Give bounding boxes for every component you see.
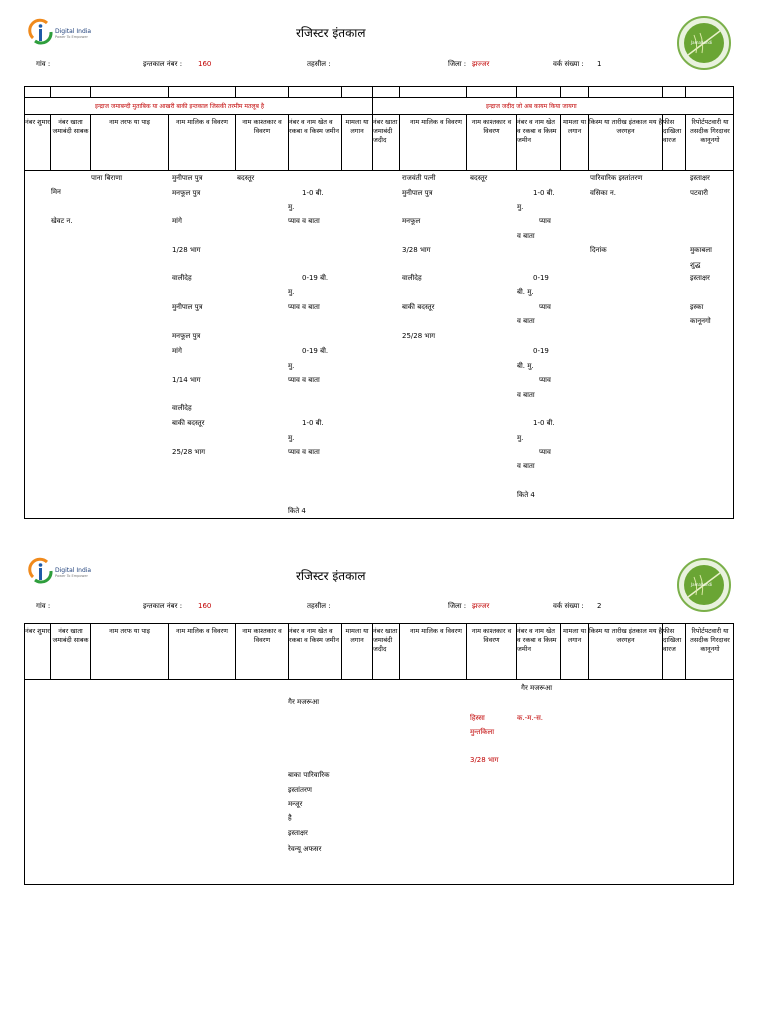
revenue-officer: रेवन्यू अफसर	[288, 845, 322, 853]
mutation-type-1: पारिवारिक इस्तांतरण	[590, 174, 643, 182]
header-revenue-2: मामला या लगान	[345, 627, 369, 644]
header-serial-no: नंबर शुमार	[25, 118, 50, 126]
header-owner-2: नाम मालिक व विवरण	[176, 627, 228, 635]
zila-label: जिला :	[448, 60, 467, 68]
register-table	[24, 86, 734, 519]
header-serial-no-2: नंबर शुमार	[25, 627, 50, 635]
report-sign-2: इस्ताक्षर	[690, 274, 710, 282]
field-2-area: 0-19 बी.	[302, 274, 329, 282]
logo-tagline: Power To Empower	[55, 35, 88, 39]
new-owner-7: 25/28 भाग	[402, 332, 436, 340]
gair-majrua-right: गैर मजरूआ	[521, 684, 553, 692]
header-cultivator-2: नाम काश्तकार व विवरण	[242, 627, 282, 644]
logo-text: Digital India	[55, 567, 92, 574]
field-3-area: 0-19 बी.	[302, 347, 329, 355]
header-khata-old-2: नंबर खाता जमाबंदी साबक	[52, 627, 89, 644]
report-patwari: पटवारी	[690, 189, 708, 197]
intkal-label-2: इन्तकाल नंबर :	[143, 602, 183, 610]
header-field: नंबर व नाम खेत व रकबा व किस्म जमीन	[289, 118, 339, 135]
share-transferred: मुन्तकिला	[470, 728, 495, 736]
header-cultivator-new-2: नाम काश्तकार व विवरण	[471, 627, 512, 644]
new-field-1-type-b: व बाता	[517, 232, 535, 240]
new-cultivator-1: बदस्तूर	[470, 174, 488, 182]
field-2-type: प्याव व बाता	[288, 303, 320, 311]
new-owner-5: वालीदेह	[402, 274, 422, 282]
header-owner-new: नाम मालिक व विवरण	[410, 118, 462, 126]
owner-line-7: मनफूल पुत्र	[172, 332, 201, 340]
cell-pana: पाना बिराणा	[91, 174, 123, 182]
owner-line-6: मुनीपाल पुत्र	[172, 303, 203, 311]
new-field-3-type: प्याव	[539, 376, 551, 384]
owner-line-12: 25/28 भाग	[172, 448, 206, 456]
header-mutation-type-2: किस्म या तारीख इंतकाल मय है जरगहन	[589, 627, 663, 644]
jamabandi-seal	[676, 15, 732, 71]
gaon-label-2: गांव :	[36, 602, 51, 610]
new-field-1-type: प्याव	[539, 217, 551, 225]
owner-line-1: मुनीपाल पुत्र	[172, 174, 203, 182]
intkal-value-2: 160	[198, 602, 212, 610]
new-field-2-type: प्याव	[539, 303, 551, 311]
owner-line-2: मनफूल पुत्र	[172, 189, 201, 197]
header-fee-2: फीस दाखिला वारज	[663, 627, 682, 653]
new-field-4-type-b: व बाता	[517, 462, 535, 470]
kita-total-left: किते 4	[288, 507, 306, 515]
field-4-unit: मु.	[288, 434, 295, 442]
new-field-4-area: 1-0 बी.	[533, 419, 555, 427]
field-3-unit: मु.	[288, 362, 295, 370]
field-1-area: 1-0 बी.	[302, 189, 324, 197]
new-field-1-area: 1-0 बी.	[533, 189, 555, 197]
header-revenue-new: मामला या लगान	[562, 118, 587, 135]
page-number-label-2: वर्क संख्या :	[553, 602, 584, 610]
new-field-3-type-b: व बाता	[517, 391, 535, 399]
field-2-unit: मु.	[288, 288, 295, 296]
new-owner-3: मनफूल	[402, 217, 421, 225]
header-taraf: नाम तरफ या पाइ	[109, 118, 150, 126]
new-owner-1: राजवंती पत्नी	[402, 174, 436, 182]
zila-label-2: जिला :	[448, 602, 467, 610]
zila-value-2: झज्जर	[472, 602, 490, 610]
header-fee: फीस दाखिला वारज	[663, 118, 682, 144]
share-fraction: 3/28 भाग	[470, 756, 499, 764]
header-field-2: नंबर व नाम खेत व रकबा व किस्म जमीन	[289, 627, 339, 644]
jamabandi-seal-2	[676, 557, 732, 613]
digital-india-logo	[27, 18, 97, 48]
tehsil-label: तहसील :	[307, 60, 331, 68]
report-kanungo: कानूनगो	[690, 317, 711, 325]
field-4-type: प्याव व बाता	[288, 448, 320, 456]
owner-line-9: 1/14 भाग	[172, 376, 201, 384]
page-number-value: 1	[597, 60, 602, 68]
digital-india-logo-icon	[27, 557, 57, 587]
page-number-label: वर्क संख्या :	[553, 60, 584, 68]
cell-min: मिन	[51, 188, 61, 196]
header-mutation-type: किस्म या तारीख इंतकाल मय है जरगहन	[589, 118, 663, 135]
header-owner: नाम मालिक व विवरण	[176, 118, 228, 126]
order-line-3: मन्जूर	[288, 800, 303, 808]
new-owner-4: 3/28 भाग	[402, 246, 431, 254]
header-owner-new-2: नाम मालिक व विवरण	[410, 627, 462, 635]
header-revenue: मामला या लगान	[345, 118, 369, 135]
owner-line-5: वालीदेह	[172, 274, 192, 282]
owner-line-11: बाकी बदस्तूर	[172, 419, 205, 427]
header-taraf-2: नाम तरफ या पाइ	[109, 627, 150, 635]
report-sign-3: इस्का	[690, 303, 704, 311]
kms-label: क.-म.-स.	[517, 714, 544, 722]
field-1-unit: मु.	[288, 203, 295, 211]
mutation-date: दिनांक	[590, 246, 607, 254]
new-field-2-type-b: व बाता	[517, 317, 535, 325]
page-title-2: रजिस्टर इंतकाल	[296, 569, 366, 583]
report-compared: मुकाबला	[690, 246, 712, 254]
zila-value: झज्जर	[472, 60, 490, 68]
seal-text: Jamabandi	[691, 40, 713, 45]
page-title: रजिस्टर इंतकाल	[296, 26, 366, 40]
register-table-2	[24, 623, 734, 885]
kita-total-right: किते 4	[517, 491, 535, 499]
header-khata-new: नंबर खाता जमाबंदी जदीद	[373, 118, 398, 144]
new-owner-6: बाकी बदस्तूर	[402, 303, 435, 311]
header-report-2: रिपोर्टपटवारी या तसदीक गिरदावर कानूनगो	[690, 627, 730, 653]
order-line-4: है	[288, 814, 292, 822]
field-1-type: प्याव व बाता	[288, 217, 320, 225]
header-khata-new-2: नंबर खाता जमाबंदी जदीद	[373, 627, 398, 653]
share-label: हिस्सा	[470, 714, 485, 722]
new-field-4-unit: मु.	[517, 434, 524, 442]
logo-tagline: Power To Empower	[55, 574, 88, 578]
header-cultivator-new: नाम काश्तकार व विवरण	[471, 118, 512, 135]
header-revenue-new-2: मामला या लगान	[562, 627, 587, 644]
intkal-value: 160	[198, 60, 212, 68]
order-signature: इस्ताक्षर	[288, 829, 308, 837]
new-field-3-area: 0-19	[533, 347, 549, 355]
page-number-value-2: 2	[597, 602, 602, 610]
cultivator-line-1: बदस्तूर	[237, 174, 255, 182]
tehsil-label-2: तहसील :	[307, 602, 331, 610]
seal-text: Jamabandi	[691, 582, 713, 587]
gaon-label: गांव :	[36, 60, 51, 68]
header-cultivator: नाम काश्तकार व विवरण	[242, 118, 282, 135]
header-report: रिपोर्टपटवारी या तसदीक गिरदावर कानूनगो	[690, 118, 730, 144]
gair-majrua-left: गैर मजरूआ	[288, 698, 320, 706]
new-field-4-type: प्याव	[539, 448, 551, 456]
header-field-new: नंबर व नाम खेत व रकबा व किस्म जमीन	[517, 118, 557, 144]
owner-line-10: वालीदेह	[172, 404, 192, 412]
owner-line-4: 1/28 भाग	[172, 246, 201, 254]
owner-line-8: मांगे	[172, 347, 182, 355]
header-field-new-2: नंबर व नाम खेत व रकबा व किस्म जमीन	[517, 627, 557, 653]
owner-line-3: मांगे	[172, 217, 182, 225]
report-correct: शुद्ध	[690, 261, 701, 269]
order-line-2: इस्तांतरण	[288, 786, 312, 794]
banner-left: इन्द्राज जमाबन्दी मुताबिक या आखरी बाकी इन्तकाल जिसकी तरमीम मतलूब है	[95, 103, 265, 110]
digital-india-logo-icon	[27, 18, 57, 48]
intkal-label: इन्तकाल नंबर :	[143, 60, 183, 68]
logo-text: Digital India	[55, 28, 92, 35]
digital-india-logo-2	[27, 557, 97, 587]
header-khata-old: नंबर खाता जमाबंदी साबक	[52, 118, 89, 135]
mutation-deed-no: वसिका न.	[590, 189, 616, 197]
new-field-2-unit: बी. मु.	[517, 288, 534, 296]
field-3-type: प्याव व बाता	[288, 376, 320, 384]
order-line-1: बाका पारिवारिक	[288, 771, 330, 779]
new-field-1-unit: मु.	[517, 203, 524, 211]
new-field-3-unit: बी. मु.	[517, 362, 534, 370]
new-owner-2: मुनीपाल पुत्र	[402, 189, 433, 197]
banner-right: इन्द्राज जदीद जो अब कायम किया जायगा	[486, 103, 577, 110]
report-sign-1: इस्ताक्षर	[690, 174, 710, 182]
field-4-area: 1-0 बी.	[302, 419, 324, 427]
new-field-2-area: 0-19	[533, 274, 549, 282]
cell-khewat: खेवट न.	[51, 217, 73, 225]
